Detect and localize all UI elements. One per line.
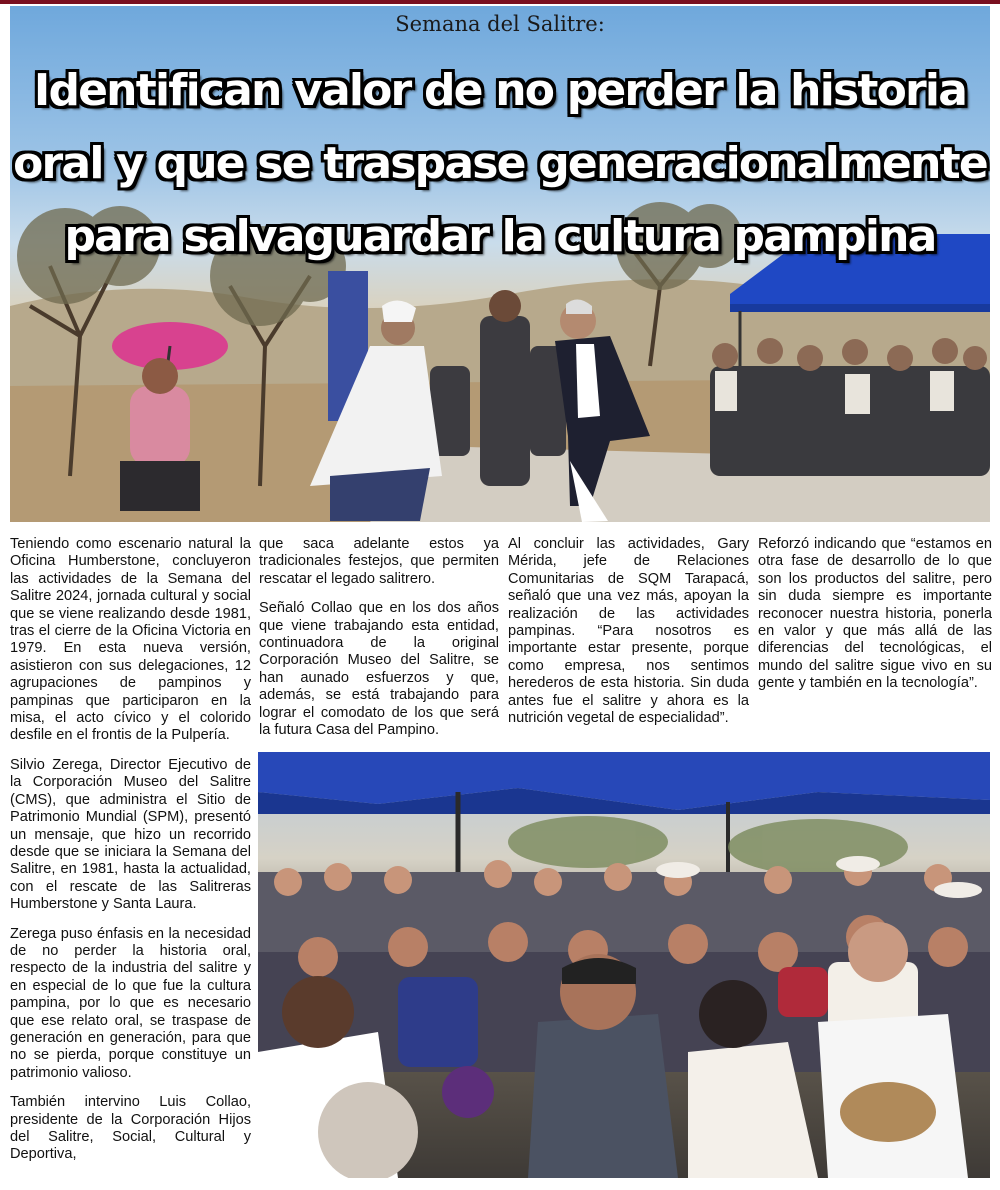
paragraph: que saca adelante estos ya tradicionales festejos, que permiten rescatar el legado salitrero. <box>259 536 499 587</box>
article-column-3 <box>508 536 749 739</box>
paragraph: Reforzó indicando que “estamos en otra fase de desarrollo de lo que son los productos del salitre, pero sin duda siempre es importante reconocer nuestra historia, ponerla en valor y que más allá de las diferencias del tecnológicas, el mundo del salitre sigue vivo en su gente y también en la tecnología”. <box>758 536 992 692</box>
headline-line-2: oral y que se traspase generacionalmente <box>13 138 987 189</box>
article-column-2 <box>259 536 499 751</box>
paragraph: Al concluir las actividades, Gary Mérida, jefe de Relaciones Comunitarias de SQM Tarapacá, señaló que una vez más, apoyan la realización de las actividades pampinas. “Para nosotros es importante estar presente, porque como empresa, nos sentimos herederos de esta historia. Sin duda antes fue el salitre y ahora es la nutrición vegetal de especialidad”. <box>508 536 749 727</box>
audience-photo <box>258 752 990 1178</box>
paragraph: Zerega puso énfasis en la necesidad de no perder la historia oral, respecto de la industria del salitre y en especial de lo que fue la cultura pampina, por lo que es necesario que ese relato oral, se traspase de generación en generación, para que no se pierda, porque constituye un patrimonio valioso. <box>10 925 251 1081</box>
paragraph: Teniendo como escenario natural la Oficina Humberstone, concluyeron las actividades de la Semana del Salitre 2024, jornada cultural y social que se viene realizando desde 1981, tras el cierre de la Oficina Victoria en 1979. En esta nueva versión, asistieron con sus delegaciones, 12 agrupaciones de pampinos y pampinas que participaron en la misa, el acto cívico y el colorido desfile en el frontis de la Pulpería. <box>10 536 251 744</box>
paragraph: Señaló Collao que en los dos años que viene trabajando esta entidad, continuadora de la original Corporación Museo del Salitre, se han aunado esfuerzos y que, además, se está trabajando para lograr el comodato de los que será la futura Casa del Pampino. <box>259 600 499 739</box>
headline-line-1: Identifican valor de no perder la historia <box>33 65 967 116</box>
headline-line-3: para salvaguardar la cultura pampina <box>64 211 936 262</box>
article-column-1 <box>10 536 251 1176</box>
paragraph: También intervino Luis Collao, presidente de la Corporación Hijos del Salitre, Social, Cultural y Deportiva, <box>10 1094 251 1163</box>
headline <box>10 54 990 273</box>
top-border <box>0 0 1000 4</box>
kicker: Semana del Salitre: <box>395 12 605 36</box>
hero-photo <box>10 6 990 522</box>
paragraph: Silvio Zerega, Director Ejecutivo de la Corporación Museo del Salitre (CMS), que administra el Sitio de Patrimonio Mundial (SPM), presentó un mensaje, que hizo un recorrido desde que se iniciara la Semana del Salitre, en 1981, hasta la actualidad, con el rescate de las Salitreras Humberstone y Santa Laura. <box>10 756 251 913</box>
article-column-4 <box>758 536 992 705</box>
audience-photo-illustration <box>258 752 990 1178</box>
